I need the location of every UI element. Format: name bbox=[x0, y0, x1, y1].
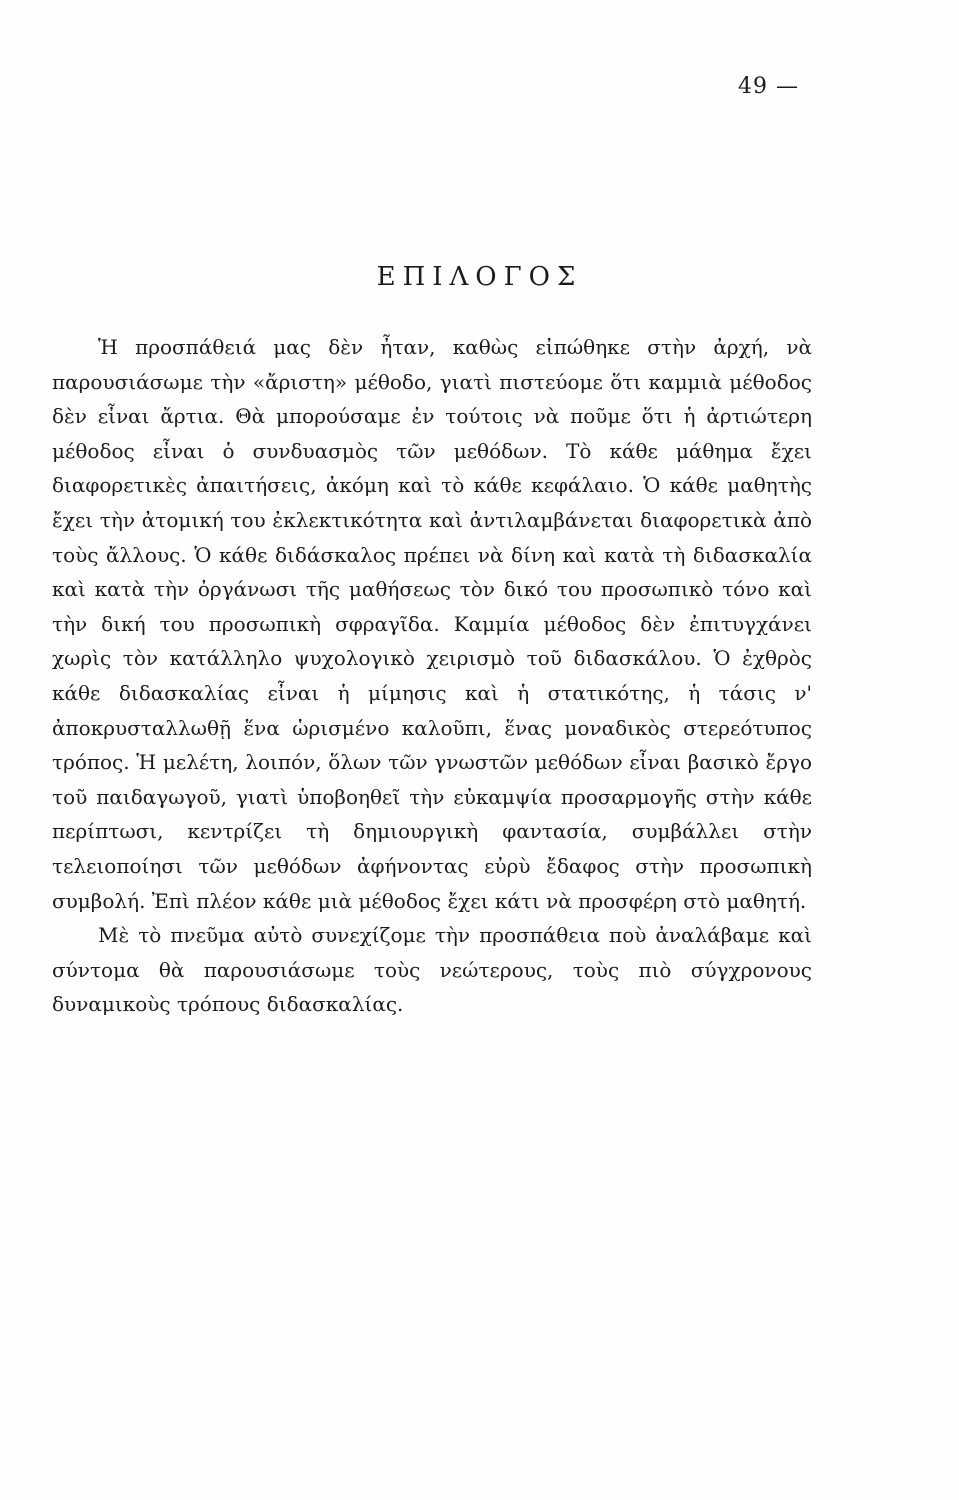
chapter-body bbox=[52, 330, 812, 1022]
page-number: 49 — bbox=[738, 74, 799, 99]
chapter-title: ΕΠΙΛΟΓΟΣ bbox=[376, 262, 583, 292]
paragraph: Ἡ προσπάθειά μας δὲν ἦταν, καθὼς εἰπώθηκε στὴν ἀρχή, νὰ παρουσιάσωμε τὴν «ἄριστη» μέθοδο, γιατὶ πιστεύομε ὅτι καμμιὰ μέθοδος δὲν εἶναι ἄρτια. Θὰ μπορούσαμε ἐν τούτοις νὰ ποῦμε ὅτι ἡ ἀρτιώτερη μέθοδος εἶναι ὁ συνδυασμὸς τῶν μεθόδων. Τὸ κάθε μάθημα ἔχει διαφορετικὲς ἀπαιτήσεις, ἀκόμη καὶ τὸ κάθε κεφάλαιο. Ὁ κάθε μαθητὴς ἔχει τὴν ἀτομική του ἐκλεκτικότητα καὶ ἀντιλαμβάνεται διαφορετικὰ ἀπὸ τοὺς ἄλλους. Ὁ κάθε διδάσκαλος πρέπει νὰ δίνη καὶ κατὰ τὴ διδασκαλία καὶ κατὰ τὴν ὀργάνωσι τῆς μαθήσεως τὸν δικό του προσωπικὸ τόνο καὶ τὴν δική του προσωπικὴ σφραγῖδα. Καμμία μέθοδος δὲν ἐπιτυγχάνει χωρὶς τὸν κατάλληλο ψυχολογικὸ χειρισμὸ τοῦ διδασκάλου. Ὁ ἐχθρὸς κάθε διδασκαλίας εἶναι ἡ μίμησις καὶ ἡ στατικότης, ἡ τάσις ν' ἀποκρυσταλλωθῇ ἕνα ὡρισμένο καλοῦπι, ἕνας μοναδικὸς στερεότυπος τρόπος. Ἡ μελέτη, λοιπόν, ὅλων τῶν γνωστῶν μεθόδων εἶναι βασικὸ ἔργο τοῦ παιδαγωγοῦ, γιατὶ ὑποβοηθεῖ τὴν εὐκαμψία προσαρμογῆς στὴν κάθε περίπτωσι, κεντρίζει τὴ δημιουργικὴ φαντασία, συμβάλλει στὴν τελειοποίησι τῶν μεθόδων ἀφήνοντας εὐρὺ ἔδαφος στὴν προσωπικὴ συμβολή. Ἐπὶ πλέον κάθε μιὰ μέθοδος ἔχει κάτι νὰ προσφέρη στὸ μαθητή. bbox=[52, 335, 812, 913]
paragraph: Μὲ τὸ πνεῦμα αὐτὸ συνεχίζομε τὴν προσπάθεια ποὺ ἀναλάβαμε καὶ σύντομα θὰ παρουσιάσωμε τοὺς νεώτερους, τοὺς πιὸ σύγχρονους δυναμικοὺς τρόπους διδασκαλίας. bbox=[52, 923, 812, 1017]
